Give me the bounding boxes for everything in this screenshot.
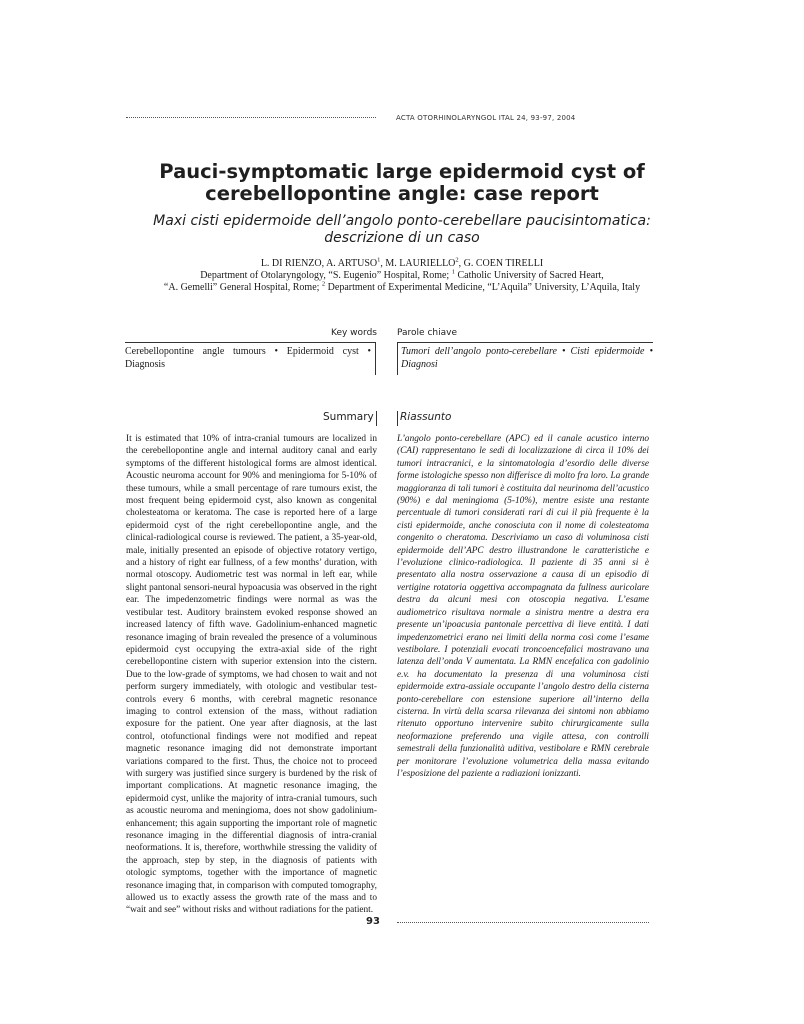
- affiliation-text: Department of Otolaryngology, “S. Eugenio” Hospital, Rome;: [200, 270, 452, 281]
- riassunto-heading: Riassunto: [400, 411, 452, 423]
- author-list: [80, 258, 724, 270]
- riassunto-text: L’angolo ponto-cerebellare (APC) ed il canale acustico interno (CAI) rappresentano le sedi di localizzazione di circa il 10% dei tumori intracranici, e la sintomatologia d’esordio delle diverse forme istologiche spesso non differisce di molto fra loro. La grande maggioranza di tali tumori è costituita dal neurinoma dell’acustico (90%) e dal meningioma (5-10%), mentre esiste una restante percentuale di tumori considerati rari di cui il più frequente è la cisti epidermoide, anche conosciuta con il nome di colesteatoma congenito o cheratoma. Descriviamo un caso di voluminosa cisti epidermoide dell’APC destro illustrandone le caratteristiche e l’evoluzione clinico-radiologica. Il paziente di 35 anni si è presentato alla nostra osservazione a causa di un episodio di vertigine rotatoria oggettiva accompagnata da fullness auricolare destra da alcuni mesi con otoscopia negativa. L’esame audiometrico risultava normale a sinistra mentre a destra era presente un’ipoacusia pantonale percettiva di lieve entità. I dati impedenzometrici erano nei limiti della norma così come l’esame vestibolare. I potenziali evocati troncoencefalici mostravano una latenza dell’onda V aumentata. La RMN encefalica con gadolinio e.v. ha documentato la presenza di una voluminosa cisti epidermoide extra-assiale occupante l’angolo destro della cisterna ponto-cerebellare con estensione superiore all’interno della cisterna. In virtù della scarsa rilevanza dei sintomi non abbiamo ritenuto opportuno intervenire subito chirurgicamente sulla neoformazione preferendo una vigile attesa, con controlli semestrali della funzionalità uditiva, vestibolare e RMN cerebrale per monitorare l’evoluzione volumetrica della massa evitando l’esposizione del paziente a radiazioni ionizzanti.: [397, 434, 649, 779]
- affiliation-line-2: [80, 282, 724, 294]
- article-title-line1: Pauci-symptomatic large epidermoid cyst of: [159, 160, 645, 183]
- affiliation-text: Department of Experimental Medicine, “L’Aquila” University, L’Aquila, Italy: [325, 282, 641, 293]
- author-2: , M. LAURIELLO: [380, 258, 456, 269]
- parole-chiave-heading: Parole chiave: [397, 328, 457, 338]
- article-subtitle-line1: Maxi cisti epidermoide dell’angolo ponto-cerebellare paucisintomatica:: [153, 213, 651, 229]
- key-words-heading: Key words: [331, 328, 377, 338]
- footer-dotted-rule: [397, 922, 649, 923]
- affiliation-text: “A. Gemelli” General Hospital, Rome;: [163, 282, 322, 293]
- parole-chiave-text: Tumori dell’angolo ponto-cerebellare • Cisti epidermoide • Diagnosi: [401, 346, 653, 370]
- author-2-affiliation-mark: 2: [455, 256, 459, 264]
- summary-heading-rule: [376, 411, 377, 426]
- summary-text: It is estimated that 10% of intra-cranial tumours are localized in the cerebellopontine angle and internal auditory canal and early symptoms of the different histological forms are almost identical. Acoustic neuroma account for 90% and meningioma for 5-10% of these tumours, while a small percentage of rare tumours exist, the most frequent being epidermoid cyst, also known as congenital cholesteatoma or keratoma. The case is reported here of a large epidermoid cyst of the right cerebellopontine angle, and the clinical-radiological course is reviewed. The patient, a 35-year-old, male, initially presented an episode of objective rotatory vertigo, and a history of right ear fullness, of a few months’ duration, with normal otoscopy. Audiometric test was normal in left ear, while slight pantonal sensori-neural hypoacusia was observed in the right ear. The impedenzometric findings were normal as was the vestibular test. Auditory brainstem evoked response showed an increased latency of fifth wave. Gadolinium-enhanced magnetic resonance imaging of brain revealed the presence of a voluminous epidermoid cyst occupying the extra-axial side of the right cerebellopontine cistern with superior extension into the cistern. Due to the low-grade of symptoms, we had chosen to wait and not perform surgery immediately, with otologic and vestibular test-controls every 6 months, with cerebral magnetic resonance imaging to control extension of the mass, without radiation exposure for the patient. One year after diagnosis, at the last control, otofunctional findings were not modified and repeat magnetic resonance imaging did not demonstrate important variations compared to the first. Thus, the choice not to proceed with surgery was justified since surgery is burdened by the risk of important complications. At magnetic resonance imaging, the epidermoid cyst, unlike the majority of intra-cranial tumours, such as acoustic neuroma and meningioma, does not show gadolinium-enhancement; this again supporting the important role of magnetic resonance imaging in the differential diagnosis of intra-cranial neoformations. It is, therefore, worthwhile stressing the validity of the approach, step by step, in the diagnosis of patients with otologic symptoms, together with the importance of magnetic resonance imaging that, in comparison with computed tomography, allowed us to exactly assess the growth rate of the mass and to “wait and see” without risks and without radiations for the patient.: [126, 434, 377, 916]
- page-number: 93: [366, 916, 380, 927]
- journal-citation: ACTA OTORHINOLARYNGOL ITAL 24, 93-97, 2004: [396, 114, 576, 122]
- header-dotted-rule: [126, 117, 376, 118]
- summary-heading: Summary: [323, 411, 374, 423]
- article-title-line2: cerebellopontine angle: case report: [205, 182, 599, 205]
- riassunto-heading-rule: [397, 411, 398, 426]
- affiliation-mark: 1: [451, 268, 455, 276]
- author-1-affiliation-mark: 1: [377, 256, 381, 264]
- parole-chiave-box: [397, 342, 653, 375]
- affiliation-text: Catholic University of Sacred Heart,: [454, 270, 604, 281]
- affiliation-line-1: [80, 270, 724, 282]
- author-1: L. DI RIENZO, A. ARTUSO: [260, 258, 378, 269]
- author-3: , G. COEN TIRELLI: [458, 258, 544, 269]
- article-title: [100, 161, 704, 205]
- key-words-text: Cerebellopontine angle tumours • Epidermoid cyst • Diagnosis: [125, 346, 371, 370]
- article-subtitle: [100, 213, 704, 247]
- article-subtitle-line2: descrizione di un caso: [324, 230, 480, 246]
- key-words-box: [125, 342, 376, 375]
- affiliation-mark: 2: [321, 280, 326, 288]
